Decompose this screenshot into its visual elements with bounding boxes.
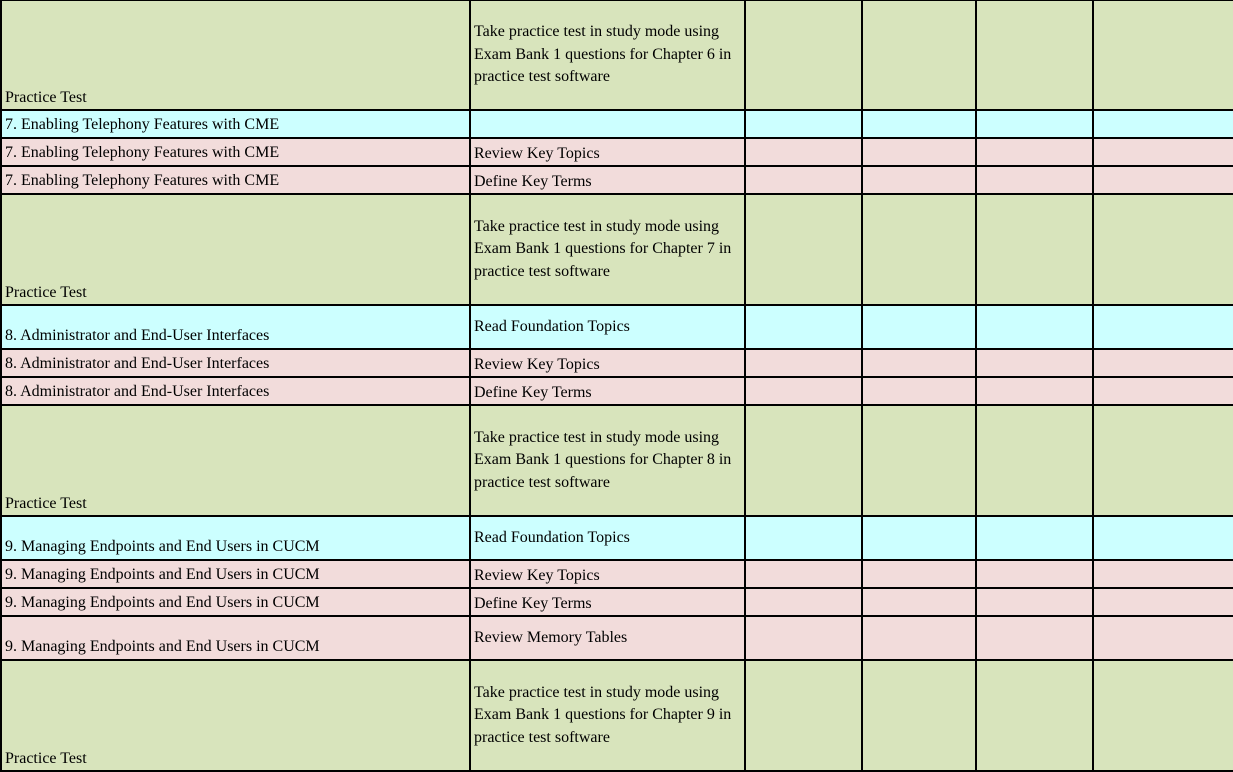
date-cell[interactable] — [862, 377, 976, 405]
task-cell[interactable]: Take practice test in study mode using Exam Bank 1 questions for Chapter 8 in practice test software — [470, 405, 745, 516]
notes-cell[interactable] — [1093, 138, 1233, 166]
date-cell[interactable] — [862, 560, 976, 588]
date-cell[interactable] — [976, 0, 1093, 110]
date-cell[interactable] — [976, 166, 1093, 194]
table-row — [1, 349, 1233, 377]
date-cell[interactable] — [976, 660, 1093, 771]
date-cell[interactable] — [976, 616, 1093, 660]
task-cell[interactable]: Take practice test in study mode using Exam Bank 1 questions for Chapter 6 in practice test software — [470, 0, 745, 110]
date-cell[interactable] — [976, 405, 1093, 516]
table-row — [1, 110, 1233, 138]
task-cell[interactable] — [470, 110, 745, 138]
task-cell[interactable]: Define Key Terms — [470, 166, 745, 194]
date-cell[interactable] — [745, 516, 862, 560]
notes-cell[interactable] — [1093, 516, 1233, 560]
date-cell[interactable] — [862, 110, 976, 138]
date-cell[interactable] — [862, 516, 976, 560]
date-cell[interactable] — [745, 194, 862, 305]
notes-cell[interactable] — [1093, 194, 1233, 305]
table-row — [1, 166, 1233, 194]
table-row — [1, 0, 1233, 110]
table-row — [1, 377, 1233, 405]
date-cell[interactable] — [862, 616, 976, 660]
notes-cell[interactable] — [1093, 349, 1233, 377]
notes-cell[interactable] — [1093, 616, 1233, 660]
date-cell[interactable] — [976, 560, 1093, 588]
date-cell[interactable] — [862, 166, 976, 194]
task-cell[interactable]: Take practice test in study mode using Exam Bank 1 questions for Chapter 7 in practice test software — [470, 194, 745, 305]
date-cell[interactable] — [862, 349, 976, 377]
date-cell[interactable] — [862, 138, 976, 166]
notes-cell[interactable] — [1093, 660, 1233, 771]
task-cell[interactable]: Define Key Terms — [470, 377, 745, 405]
table-row — [1, 194, 1233, 305]
date-cell[interactable] — [976, 516, 1093, 560]
date-cell[interactable] — [976, 194, 1093, 305]
notes-cell[interactable] — [1093, 0, 1233, 110]
date-cell[interactable] — [745, 0, 862, 110]
chapter-cell[interactable]: 9. Managing Endpoints and End Users in CUCM — [1, 616, 470, 660]
table-row — [1, 138, 1233, 166]
date-cell[interactable] — [862, 588, 976, 616]
table-row — [1, 588, 1233, 616]
date-cell[interactable] — [976, 377, 1093, 405]
date-cell[interactable] — [745, 349, 862, 377]
date-cell[interactable] — [976, 110, 1093, 138]
date-cell[interactable] — [862, 194, 976, 305]
table-row — [1, 305, 1233, 349]
notes-cell[interactable] — [1093, 377, 1233, 405]
task-cell[interactable]: Review Memory Tables — [470, 616, 745, 660]
chapter-cell[interactable]: 8. Administrator and End-User Interfaces — [1, 305, 470, 349]
table-row — [1, 660, 1233, 771]
chapter-cell[interactable]: Practice Test — [1, 194, 470, 305]
chapter-cell[interactable]: 8. Administrator and End-User Interfaces — [1, 349, 470, 377]
task-cell[interactable]: Review Key Topics — [470, 560, 745, 588]
date-cell[interactable] — [862, 660, 976, 771]
notes-cell[interactable] — [1093, 305, 1233, 349]
date-cell[interactable] — [862, 0, 976, 110]
task-cell[interactable]: Review Key Topics — [470, 138, 745, 166]
chapter-cell[interactable]: 7. Enabling Telephony Features with CME — [1, 138, 470, 166]
date-cell[interactable] — [862, 305, 976, 349]
chapter-cell[interactable]: 9. Managing Endpoints and End Users in CUCM — [1, 560, 470, 588]
date-cell[interactable] — [745, 138, 862, 166]
date-cell[interactable] — [745, 110, 862, 138]
notes-cell[interactable] — [1093, 166, 1233, 194]
chapter-cell[interactable]: 8. Administrator and End-User Interfaces — [1, 377, 470, 405]
date-cell[interactable] — [976, 138, 1093, 166]
chapter-cell[interactable]: 7. Enabling Telephony Features with CME — [1, 110, 470, 138]
task-cell[interactable]: Review Key Topics — [470, 349, 745, 377]
task-cell[interactable]: Define Key Terms — [470, 588, 745, 616]
date-cell[interactable] — [862, 405, 976, 516]
date-cell[interactable] — [745, 166, 862, 194]
chapter-cell[interactable]: 9. Managing Endpoints and End Users in CUCM — [1, 588, 470, 616]
date-cell[interactable] — [976, 349, 1093, 377]
date-cell[interactable] — [976, 305, 1093, 349]
chapter-cell[interactable]: 7. Enabling Telephony Features with CME — [1, 166, 470, 194]
task-cell[interactable]: Take practice test in study mode using Exam Bank 1 questions for Chapter 9 in practice test software — [470, 660, 745, 771]
chapter-cell[interactable]: Practice Test — [1, 660, 470, 771]
date-cell[interactable] — [745, 560, 862, 588]
task-cell[interactable]: Read Foundation Topics — [470, 305, 745, 349]
table-row — [1, 405, 1233, 516]
notes-cell[interactable] — [1093, 110, 1233, 138]
date-cell[interactable] — [745, 616, 862, 660]
date-cell[interactable] — [745, 305, 862, 349]
date-cell[interactable] — [745, 588, 862, 616]
notes-cell[interactable] — [1093, 560, 1233, 588]
date-cell[interactable] — [745, 660, 862, 771]
notes-cell[interactable] — [1093, 588, 1233, 616]
date-cell[interactable] — [976, 588, 1093, 616]
table-row — [1, 516, 1233, 560]
task-cell[interactable]: Read Foundation Topics — [470, 516, 745, 560]
date-cell[interactable] — [745, 405, 862, 516]
chapter-cell[interactable]: Practice Test — [1, 405, 470, 516]
table-row — [1, 560, 1233, 588]
study-plan-body — [1, 0, 1233, 771]
chapter-cell[interactable]: 9. Managing Endpoints and End Users in CUCM — [1, 516, 470, 560]
table-row — [1, 616, 1233, 660]
notes-cell[interactable] — [1093, 405, 1233, 516]
chapter-cell[interactable]: Practice Test — [1, 0, 470, 110]
date-cell[interactable] — [745, 377, 862, 405]
